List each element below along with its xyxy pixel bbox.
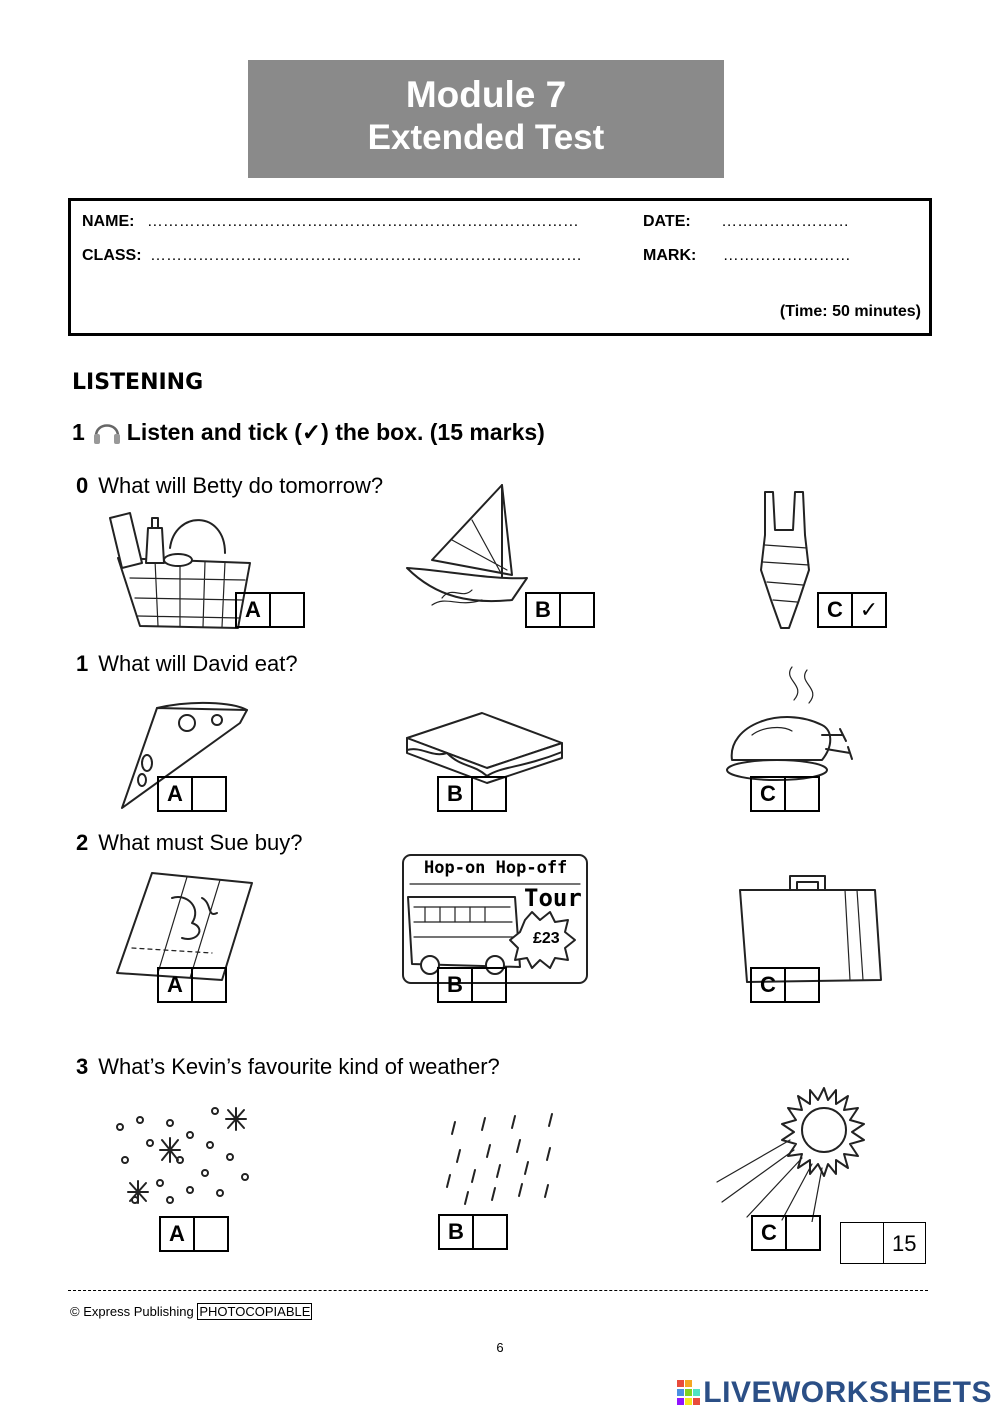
sailboat-icon (402, 480, 532, 615)
name-row (82, 213, 579, 231)
answer-box-q2-a[interactable]: A (157, 967, 227, 1003)
sun-icon (712, 1082, 872, 1222)
brand-text: LIVEWORKSHEETS (703, 1376, 992, 1409)
answer-box-q2-b[interactable]: B (437, 967, 507, 1003)
answer-box-q1-b[interactable]: B (437, 776, 507, 812)
answer-box-q0-c[interactable]: C ✓ (817, 592, 887, 628)
tick-cell[interactable] (193, 778, 225, 810)
question-2 (76, 830, 302, 856)
module-title: Module 7 (405, 74, 567, 115)
snow-icon (110, 1105, 255, 1210)
tour-sign-price: £23 (533, 930, 560, 947)
question-text: What’s Kevin’s favourite kind of weather? (98, 1054, 500, 1079)
tour-sign-title: Hop-on Hop-off (424, 858, 568, 878)
page-number: 6 (496, 1340, 504, 1355)
mark-field[interactable]: …………………… (722, 247, 851, 264)
task-instruction (72, 416, 545, 448)
map-icon (112, 868, 257, 983)
title-banner (248, 60, 724, 178)
answer-box-q1-a[interactable]: A (157, 776, 227, 812)
answer-box-q0-b[interactable]: B (525, 592, 595, 628)
tick-cell[interactable]: ✓ (859, 597, 879, 622)
liveworksheets-logo (677, 1376, 992, 1410)
task-text: Listen and tick (✓) the box. (15 marks) (126, 418, 545, 445)
mark-row (643, 247, 851, 265)
tick-cell[interactable] (271, 594, 303, 626)
name-label: NAME: (82, 213, 135, 230)
tick-cell[interactable] (473, 778, 505, 810)
headphones-icon (91, 416, 123, 448)
question-number: 1 (76, 651, 89, 676)
photocopiable-label: PHOTOCOPIABLE (199, 1304, 311, 1319)
time-note: (Time: 50 minutes) (779, 303, 921, 320)
tick-cell[interactable] (474, 1216, 506, 1248)
score-total: 15 (892, 1231, 917, 1256)
name-field[interactable]: ……………………………………………………………………… (146, 213, 579, 230)
question-0 (76, 473, 383, 499)
class-label: CLASS: (82, 247, 142, 264)
student-info-box (68, 198, 932, 336)
tick-cell[interactable] (473, 969, 505, 1001)
question-3 (76, 1054, 500, 1080)
answer-box-q1-c[interactable]: C (750, 776, 820, 812)
publisher-credit: © Express Publishing (70, 1304, 194, 1319)
date-field[interactable]: …………………… (721, 213, 850, 230)
date-row (643, 213, 849, 231)
answer-box-q3-c[interactable]: C (751, 1215, 821, 1251)
score-box (840, 1222, 926, 1264)
footer (70, 1304, 312, 1319)
question-text: What must Sue buy? (98, 830, 303, 855)
score-input[interactable] (841, 1223, 884, 1263)
tick-cell[interactable] (193, 969, 225, 1001)
question-text: What will David eat? (98, 651, 298, 676)
answer-box-q0-a[interactable]: A (235, 592, 305, 628)
answer-box-q2-c[interactable]: C (750, 967, 820, 1003)
class-row (82, 247, 582, 265)
rain-icon (440, 1110, 565, 1210)
liveworksheets-logo-icon (677, 1380, 701, 1406)
swimsuit-icon (755, 490, 815, 630)
roast-chicken-icon (722, 665, 862, 783)
test-subtitle: Extended Test (367, 118, 605, 157)
tour-sign-word: Tour (524, 884, 582, 912)
tick-cell[interactable] (787, 1217, 819, 1249)
answer-box-q3-b[interactable]: B (438, 1214, 508, 1250)
tick-cell[interactable] (786, 778, 818, 810)
question-text: What will Betty do tomorrow? (98, 473, 384, 498)
tick-cell[interactable] (561, 594, 593, 626)
section-heading: LISTENING (72, 370, 204, 395)
tick-cell[interactable] (786, 969, 818, 1001)
question-number: 3 (76, 1054, 89, 1079)
mark-label: MARK: (643, 247, 697, 264)
footer-divider (68, 1290, 928, 1291)
date-label: DATE: (643, 213, 691, 230)
answer-box-q3-a[interactable]: A (159, 1216, 229, 1252)
task-number: 1 (72, 418, 85, 445)
question-1 (76, 651, 298, 677)
tick-cell[interactable] (195, 1218, 227, 1250)
question-number: 2 (76, 830, 89, 855)
class-field[interactable]: ……………………………………………………………………… (150, 247, 583, 264)
question-number: 0 (76, 473, 89, 498)
